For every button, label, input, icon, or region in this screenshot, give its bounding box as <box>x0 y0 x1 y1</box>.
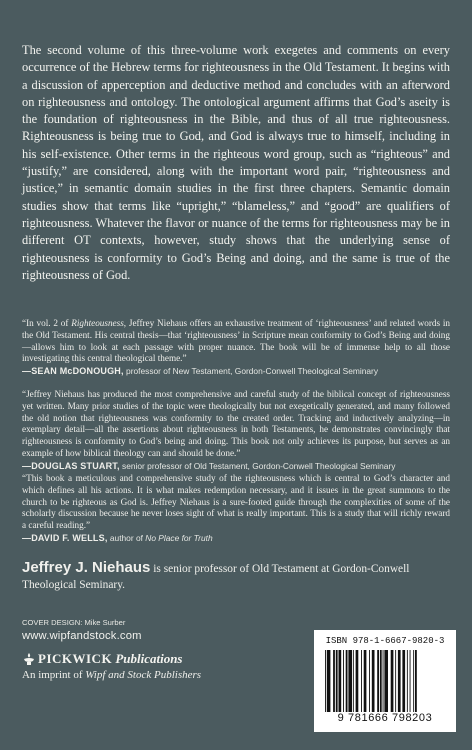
endorser-name: —DOUGLAS STUART, <box>22 460 120 471</box>
endorsement-attribution <box>22 532 450 544</box>
endorser-title: senior professor of Old Testament, Gordon-Conwell Theological Seminary <box>119 460 396 471</box>
barcode-bar <box>361 650 362 712</box>
endorser-name: —DAVID F. WELLS, <box>22 532 108 543</box>
barcode-bar <box>402 650 405 712</box>
barcode-bars <box>323 650 447 712</box>
author-name: Jeffrey J. Niehaus <box>22 559 151 576</box>
barcode-bar <box>346 650 348 712</box>
endorsement-wells <box>22 473 450 544</box>
endorsement-quote: “In vol. 2 of Righteousness, Jeffrey Niehaus offers an exhaustive treatment of ‘righteousness’ and related words in the Old Testament. His central thesis—that ‘righteousness’ in Scripture mean conformity to God’s Being and doing—allows him to look at each passage with proper nuance. The book will be of immense help to all those investigating this central theological theme.” <box>22 318 450 364</box>
barcode-bar <box>369 650 370 712</box>
author-bio-text: is senior professor of Old Testament at Gordon-Conwell Theological Seminary. <box>22 563 410 591</box>
endorsement-mcdonough <box>22 318 450 377</box>
barcode-bar <box>348 650 352 712</box>
barcode-bar <box>407 650 408 712</box>
barcode-bar <box>343 650 344 712</box>
publisher-name: PICKWICK Publications <box>38 651 183 666</box>
isbn-label: ISBN 978-1-6667-9820-3 <box>325 636 445 646</box>
barcode-bar <box>356 650 359 712</box>
endorsement-stuart <box>22 389 450 472</box>
barcode-bar <box>364 650 367 712</box>
barcode-bar <box>384 650 388 712</box>
endorser-book-title: No Place for Truth <box>145 532 213 543</box>
barcode-bar <box>410 650 411 712</box>
barcode-bar <box>383 650 384 712</box>
barcode-number: 9 781666 798203 <box>337 712 433 724</box>
barcode-bar <box>377 650 379 712</box>
cover-design-credit: COVER DESIGN: Mike Surber <box>22 618 126 627</box>
barcode-bar <box>353 650 354 712</box>
publisher-website: www.wipfandstock.com <box>22 630 142 642</box>
barcode-bar <box>339 650 342 712</box>
barcode-bar <box>413 650 414 712</box>
endorser-name: —SEAN McDONOUGH, <box>22 366 124 377</box>
endorsement-attribution <box>22 460 450 472</box>
barcode-bar <box>395 650 396 712</box>
endorser-title: author of <box>107 532 146 543</box>
publisher-imprint: An imprint of Wipf and Stock Publishers <box>22 669 202 681</box>
barcode-bar <box>325 650 326 712</box>
barcode-bar <box>415 650 417 712</box>
barcode-bar <box>333 650 335 712</box>
lamp-icon <box>22 652 36 666</box>
barcode-bar <box>327 650 331 712</box>
endorsement-quote: “Jeffrey Niehaus has produced the most comprehensive and careful study of the biblical concept of righteousness yet written. Many prior studies of the topic were theologically but not exegetically generated, and many followed the old notion that righteousness was conformity to the created order. Tracking and inductively analyzing—in exemplary detail—all the assertions about righteousness in both Testaments, he demonstrates convincingly that righteousness is conformity to God’s being and doing. This book not only achieves its purpose, but serves as an example of how biblical theology can and should be done.” <box>22 389 450 458</box>
endorser-title: professor of New Testament, Gordon-Conwell Theological Seminary <box>123 366 379 377</box>
isbn-barcode <box>314 630 456 732</box>
author-bio <box>22 560 450 593</box>
barcode-bar <box>336 650 338 712</box>
endorsement-quote: “This book a meticulous and comprehensive study of the righteousness which is central to God’s character and which defines all his actions. It is what makes redemption necessary, and it issues in the great summons to the church to be righteous as God is. Jeffrey Niehaus is a sure-footed guide through the complexities of some of the scholarly discussion because he never loses sight of what is really important. This is a study that will richly reward a careful reading.” <box>22 473 450 531</box>
barcode-bar <box>398 650 401 712</box>
endorsement-attribution <box>22 365 450 377</box>
barcode-bar <box>380 650 382 712</box>
book-description: The second volume of this three-volume work exegetes and comments on every occurrence of the Hebrew terms for righteousness in the Old Testament. It begins with a discussion of apperception and deductive method and concludes with an afterword on righteousness and ontology. The ontological argument affirms that God’s aseity is the foundation of righteousness in the Bible, and thus of all true righteousness. Righteousness is being true to God, and God is always true to himself, including in his self-existence. Other terms in the righteous word group, such as “righteous” and “justify,” are considered, along with the important word pair, “righteousness and justice,” in semantic domain studies in the first three chapters. Semantic domain studies show that terms like “upright,” “blameless,” and “good” are qualifiers of righteousness. Whatever the flavor or nuance of the terms for righteousness may be in different OT contexts, however, study shows that the underlying sense of righteousness is conformity to God’s Being and doing, and the same is true of the righteousness of God. <box>22 43 450 282</box>
barcode-bar <box>372 650 375 712</box>
barcode-bar <box>391 650 394 712</box>
